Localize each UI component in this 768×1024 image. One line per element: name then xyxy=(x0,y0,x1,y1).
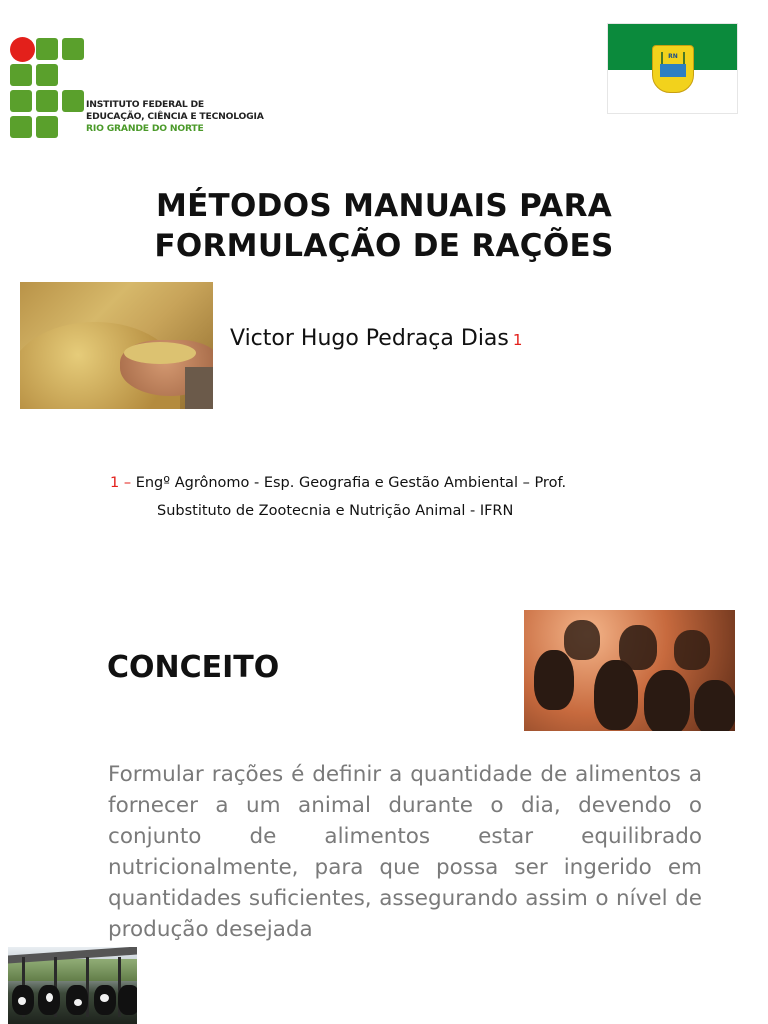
concept-heading: CONCEITO xyxy=(107,650,280,685)
ifrn-logo xyxy=(10,37,270,139)
institution-line-3: RIO GRANDE DO NORTE xyxy=(86,123,204,134)
institution-name xyxy=(86,99,264,135)
institution-line-2: EDUCAÇÃO, CIÊNCIA E TECNOLOGIA xyxy=(86,111,264,122)
cattle-herd-photo xyxy=(524,610,735,731)
flag-shield-label: RN xyxy=(668,53,678,60)
footnote-line-1: Engº Agrônomo - Esp. Geografia e Gestão Ambiental – Prof. xyxy=(131,475,567,491)
rio-grande-do-norte-flag xyxy=(607,23,738,114)
page-title xyxy=(100,186,668,266)
logo-red-dot xyxy=(10,37,35,62)
concept-paragraph: Formular rações é definir a quantidade de alimentos a fornecer a um animal durante o dia, devendo o conjunto de alimentos estar equilibrado nutricionalmente, para que possa ser ingerido em quantidades suficientes, assegurando assim o nível de produção desejada xyxy=(108,762,702,942)
flag-shield-icon xyxy=(652,45,694,93)
author-footnote-marker: 1 xyxy=(512,331,523,349)
title-line-1: MÉTODOS MANUAIS PARA xyxy=(155,188,613,224)
title-line-2: FORMULAÇÃO DE RAÇÕES xyxy=(154,228,614,264)
dairy-barn-photo xyxy=(8,947,137,1024)
author-affiliation-note xyxy=(110,469,670,525)
grain-photo xyxy=(20,282,213,409)
institution-line-1: INSTITUTO FEDERAL DE xyxy=(86,99,205,110)
author-name: Victor Hugo Pedraça Dias xyxy=(230,326,509,351)
footnote-line-2: Substituto de Zootecnia e Nutrição Animal - IFRN xyxy=(157,503,514,519)
author xyxy=(230,326,522,351)
footnote-number: 1 – xyxy=(110,475,132,491)
